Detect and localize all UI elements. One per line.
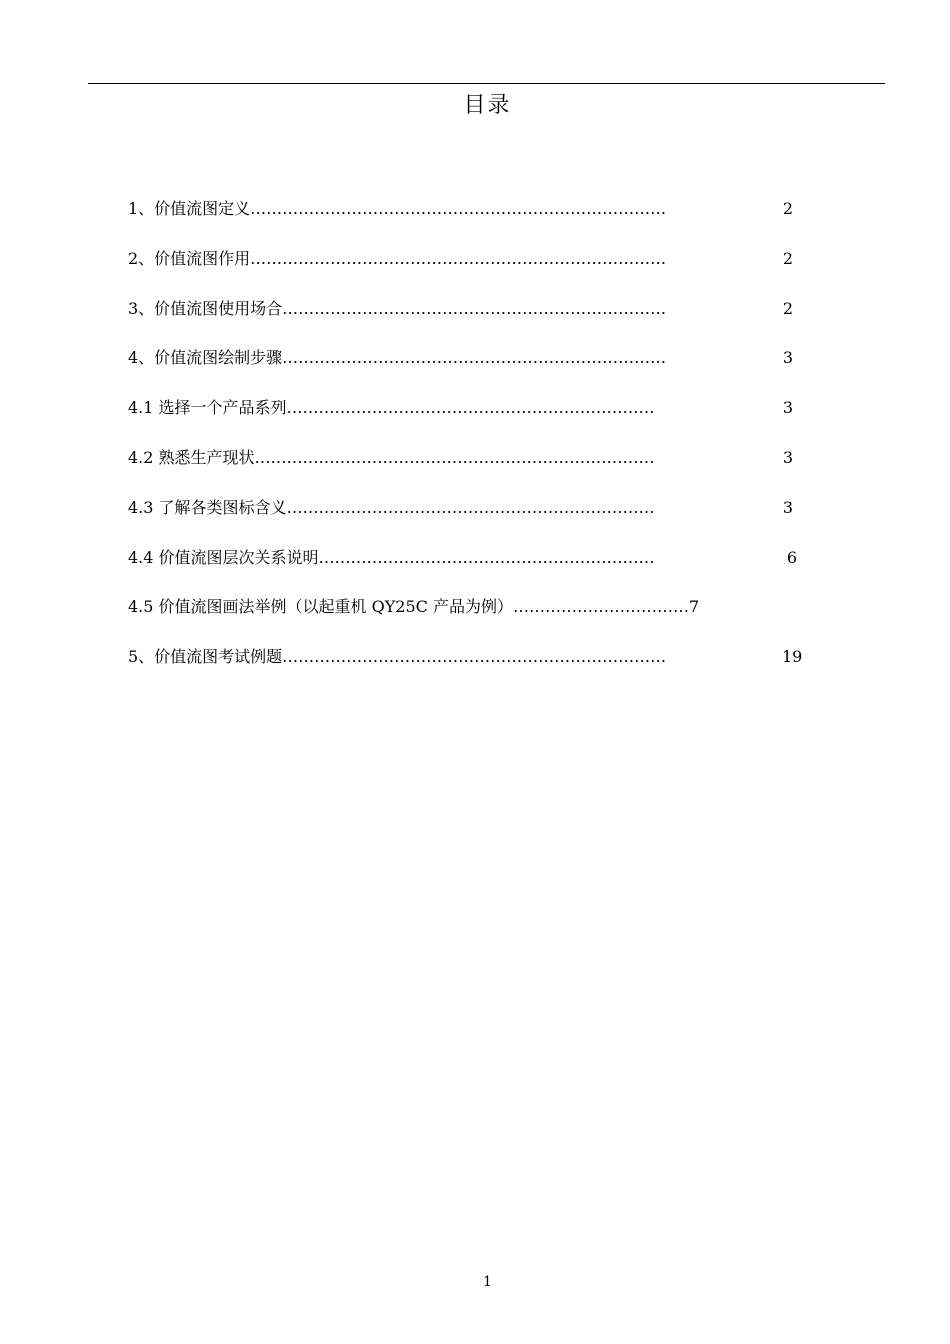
toc-entry-label: 4.1 选择一个产品系列……………………………………………………………: [128, 398, 655, 418]
toc-entry[interactable]: [128, 545, 828, 595]
toc-entry-label: 4.4 价值流图层次关系说明………………………………………………………: [128, 547, 655, 567]
toc-entry-page: 3: [782, 348, 794, 368]
toc-entry-label: 4.3 了解各类图标含义……………………………………………………………: [128, 497, 655, 517]
toc-entry[interactable]: [128, 495, 828, 545]
toc-entry-page: 3: [782, 447, 794, 467]
toc-entry-label: 4.2 熟悉生产现状…………………………………………………………………: [128, 447, 655, 467]
toc-entry-page: 2: [782, 199, 794, 218]
toc-entry-label: 5、价值流图考试例题………………………………………………………………: [128, 647, 667, 667]
toc-entry-label: 1、价值流图定义……………………………………………………………………: [128, 199, 667, 218]
toc-entry-label: 4、价值流图绘制步骤………………………………………………………………: [128, 348, 667, 368]
toc-entry[interactable]: [128, 345, 828, 395]
toc-entry[interactable]: [128, 196, 828, 246]
page-number: 1: [483, 1274, 492, 1290]
toc-entry-label: 4.5 价值流图画法举例（以起重机 QY25C 产品为例）……………………………7: [128, 597, 700, 617]
toc-entry[interactable]: [128, 644, 828, 694]
toc-entry[interactable]: [128, 594, 828, 644]
toc-entry-label: 2、价值流图作用……………………………………………………………………: [128, 248, 667, 268]
page-title: 目录: [463, 93, 512, 118]
header-rule: [88, 83, 885, 84]
toc-entry[interactable]: [128, 395, 828, 445]
toc-entry-page: 2: [782, 298, 794, 318]
toc-entry-page: 2: [782, 248, 794, 268]
toc-entry-label: 3、价值流图使用场合………………………………………………………………: [128, 298, 667, 318]
toc-entry-page: 3: [782, 497, 794, 517]
table-of-contents: [128, 196, 828, 694]
toc-entry[interactable]: [128, 296, 828, 346]
toc-entry[interactable]: [128, 445, 828, 495]
toc-entry[interactable]: [128, 246, 828, 296]
toc-entry-page: 3: [782, 398, 794, 418]
toc-entry-page: 6: [786, 547, 798, 567]
toc-entry-page: 19: [782, 647, 803, 667]
